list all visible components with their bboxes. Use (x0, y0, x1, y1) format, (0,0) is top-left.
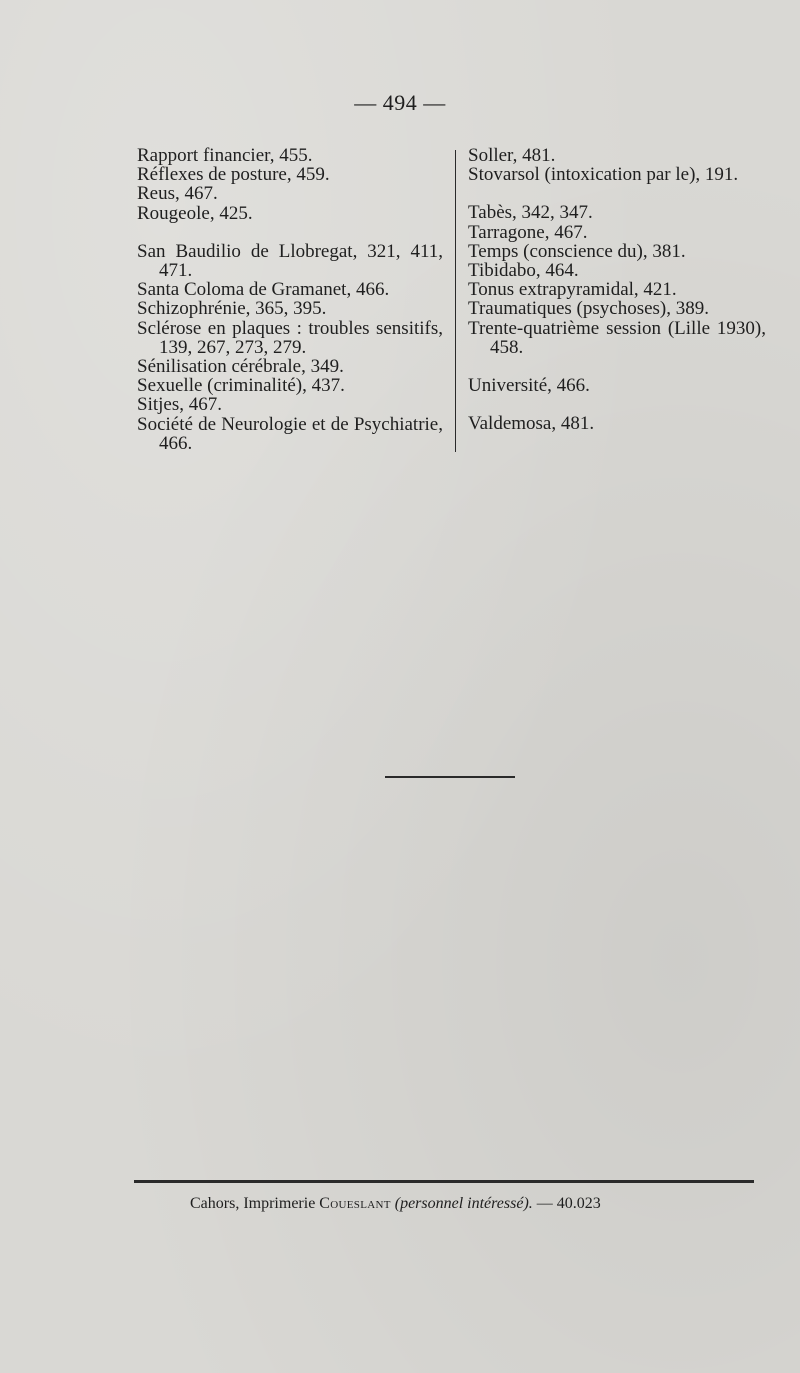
section-gap (468, 395, 766, 414)
index-column-left (137, 146, 443, 453)
index-entry: San Baudilio de Llobregat, 321, 411, 471. (137, 240, 443, 282)
index-entry: Schizophrénie, 365, 395. (137, 298, 327, 320)
index-entry: Temps (conscience du), 381. (468, 240, 686, 262)
index-entry: Traumatiques (psychoses), 389. (468, 298, 709, 320)
printer-imprint (190, 1195, 750, 1213)
index-entry: Tibidabo, 464. (468, 260, 579, 282)
imprint-note: (personnel intéressé). (394, 1195, 533, 1212)
page-number: — 494 — (354, 90, 446, 115)
index-entry: Sexuelle (criminalité), 437. (137, 375, 345, 397)
index-entry: Valdemosa, 481. (468, 413, 595, 435)
index-entry: Santa Coloma de Gramanet, 466. (137, 279, 390, 301)
imprint-suffix: — 40.023 (532, 1195, 601, 1212)
imprint-prefix: Cahors, Imprimerie (190, 1195, 320, 1212)
section-gap (468, 357, 766, 376)
index-entry: Soller, 481. (468, 145, 556, 166)
index-column-right (468, 146, 766, 433)
column-divider (455, 150, 456, 452)
index-entry: Reus, 467. (137, 183, 218, 205)
index-entry: Sitjes, 467. (137, 394, 222, 416)
index-entry: Tabès, 342, 347. (468, 202, 593, 224)
index-entry: Université, 466. (468, 375, 590, 397)
imprint-printer: Coueslant (319, 1195, 391, 1212)
index-entry: Réflexes de posture, 459. (137, 164, 330, 186)
index-entry: Trente-quatrième session (Lille 1930), 458. (468, 317, 766, 358)
section-gap (468, 184, 766, 203)
index-entry: Tonus extrapyramidal, 421. (468, 279, 677, 301)
index-entry: Sénilisation cérébrale, 349. (137, 356, 344, 378)
index-entry: Sclérose en plaques : troubles sensitifs, 139, 267, 273, 279. (137, 317, 443, 358)
index-entry: Société de Neurologie et de Psychiatrie, 466. (137, 413, 443, 454)
footer-rule (134, 1180, 754, 1183)
index-entry: Stovarsol (intoxication par le), 191. (468, 164, 739, 186)
index-entry: Rapport financier, 455. (137, 145, 313, 166)
section-gap (137, 223, 443, 242)
end-rule (385, 776, 515, 778)
index-entry: Tarragone, 467. (468, 221, 588, 243)
index-entry: Rougeole, 425. (137, 202, 253, 224)
